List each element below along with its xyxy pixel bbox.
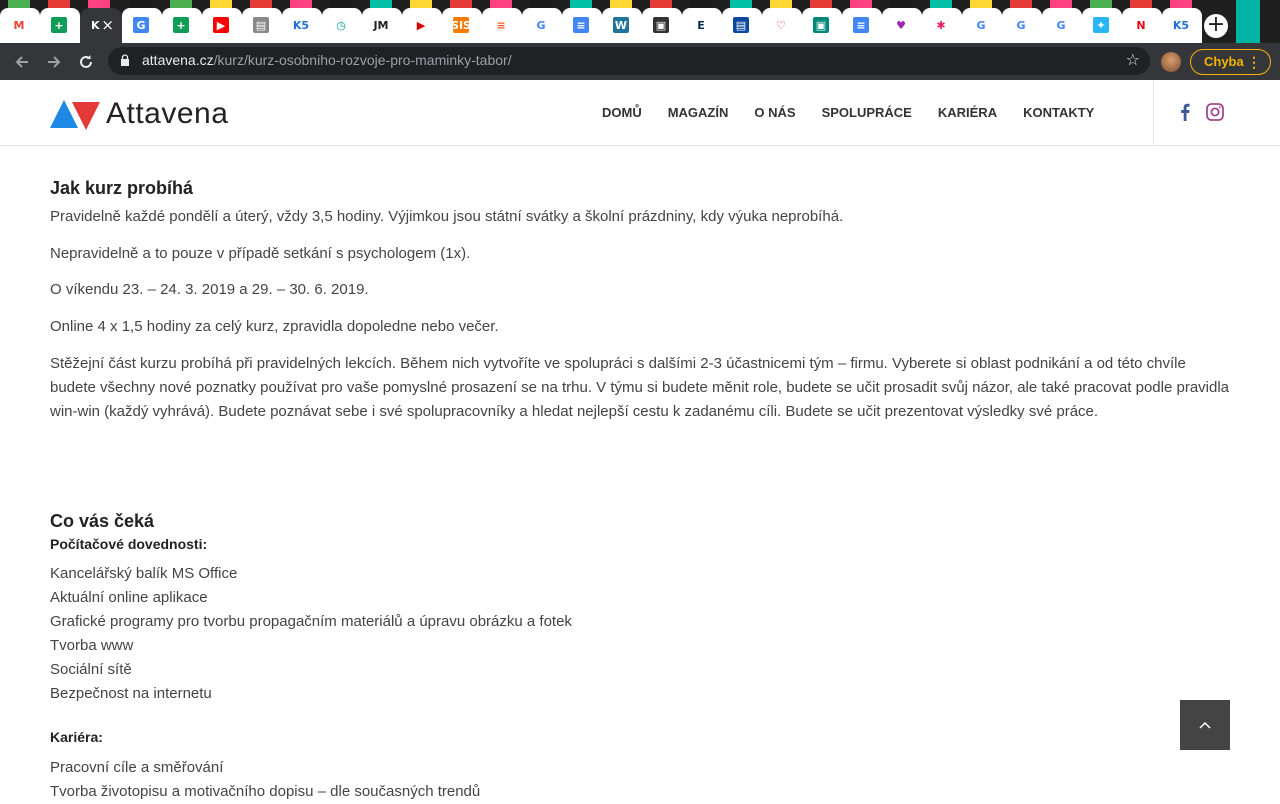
browser-tab[interactable] [762, 0, 802, 43]
schedule-line: Nepravidelně a to pouze v případě setkání s psychologem (1x). [50, 245, 471, 262]
profile-avatar[interactable] [1161, 52, 1181, 72]
tab-stripe [890, 0, 912, 8]
tab-favicon-icon: G [1013, 17, 1029, 33]
tab-favicon-icon: G [973, 17, 989, 33]
menu-item-kontakty[interactable]: KONTAKTY [1023, 105, 1095, 120]
tab-favicon-icon: G [1053, 17, 1069, 33]
menu-item-o-nas[interactable]: O NÁS [754, 105, 796, 120]
subheading-career: Kariéra: [50, 729, 103, 745]
tab-favicon-icon: K5 [292, 18, 310, 32]
tab-favicon-icon: K [91, 18, 100, 32]
menu-item-magazin[interactable]: MAGAZÍN [667, 105, 729, 120]
main-menu [589, 80, 1107, 145]
tab-favicon-icon: ▶ [413, 17, 429, 33]
tab-stripe [570, 0, 592, 8]
tab-favicon-icon: ♡ [773, 17, 789, 33]
list-item: Sociální sítě [50, 661, 132, 678]
tab-favicon-icon: JM [373, 18, 389, 32]
tab-favicon-icon: E [693, 17, 709, 33]
browser-tab[interactable] [202, 0, 242, 43]
browser-tab[interactable] [682, 0, 722, 43]
url-path: /kurz/kurz-osobniho-rozvoje-pro-maminky-tabor/ [213, 52, 512, 68]
error-button[interactable] [1190, 49, 1271, 75]
browser-tab[interactable] [1162, 0, 1202, 43]
scroll-to-top-button[interactable] [1180, 700, 1230, 750]
tab-stripe [770, 0, 792, 8]
tab-active[interactable] [80, 0, 122, 43]
tab-stripe [1170, 0, 1192, 8]
schedule-line: Pravidelně každé pondělí a úterý, vždy 3,5 hodiny. Výjimkou jsou státní svátky a školní prázdniny, kdy výuka neprobíhá. [50, 208, 844, 225]
tab-favicon-icon: ♥ [893, 17, 909, 33]
menu-item-kariera[interactable]: KARIÉRA [937, 105, 998, 120]
site-logo[interactable] [50, 98, 228, 130]
browser-tab[interactable] [922, 0, 962, 43]
browser-tab[interactable] [842, 0, 882, 43]
section-title-jak-kurz: Jak kurz probíhá [50, 178, 194, 198]
browser-tab[interactable] [522, 0, 562, 43]
tab-stripe [1130, 0, 1152, 8]
instagram-link[interactable] [1205, 102, 1225, 122]
tab-stripe [250, 0, 272, 8]
browser-toolbar [0, 43, 1280, 80]
url-text [142, 52, 512, 68]
tab-favicon-icon: ◷ [333, 17, 349, 33]
tab-favicon-icon: ≡ [493, 17, 509, 33]
browser-tab[interactable] [322, 0, 362, 43]
tab-favicon-icon: N [1133, 17, 1149, 33]
header-divider [1153, 80, 1154, 145]
instagram-icon [1206, 103, 1224, 121]
section-title-co-vas-ceka: Co vás čeká [50, 511, 155, 531]
browser-tab[interactable] [882, 0, 922, 43]
browser-tab[interactable] [362, 0, 402, 43]
tab-stripe [88, 0, 110, 8]
browser-tab[interactable] [802, 0, 842, 43]
tab-stripe [450, 0, 472, 8]
tab-stripe [650, 0, 672, 8]
tab-favicon-icon: W [614, 18, 628, 32]
chevron-up-icon [1199, 721, 1211, 729]
browser-tab[interactable] [1082, 0, 1122, 43]
browser-tab[interactable] [1122, 0, 1162, 43]
browser-tab[interactable] [642, 0, 682, 43]
subheading-computer-skills: Počítačové dovednosti: [50, 536, 208, 552]
browser-tab[interactable] [722, 0, 762, 43]
tab-favicon-icon: ≡ [853, 17, 869, 33]
tab-stripe [370, 0, 392, 8]
facebook-link[interactable] [1175, 102, 1195, 122]
tab-stripe [170, 0, 192, 8]
tab-stripe [290, 0, 312, 8]
list-item: Tvorba www [50, 637, 134, 654]
tab-favicon-icon: + [51, 17, 67, 33]
browser-tab-strip [0, 0, 1280, 43]
browser-tab[interactable] [562, 0, 602, 43]
tab-favicon-icon: ✱ [933, 17, 949, 33]
tab-favicon-icon: G [133, 17, 149, 33]
tab-favicon-icon: ▤ [733, 17, 749, 33]
browser-tab[interactable] [402, 0, 442, 43]
tab-favicon-icon: ▣ [653, 17, 669, 33]
bookmark-star-icon[interactable]: ☆ [1125, 50, 1140, 69]
tab-favicon-icon: K5 [1172, 18, 1190, 32]
schedule-line: Online 4 x 1,5 hodiny za celý kurz, zpravidla dopoledne nebo večer. [50, 318, 499, 335]
tab-favicon-icon: SIS [451, 18, 471, 32]
tab-stripe [530, 0, 552, 8]
browser-tab[interactable] [162, 0, 202, 43]
list-item: Bezpečnost na internetu [50, 685, 212, 702]
facebook-icon [1180, 103, 1190, 121]
tab-stripe [8, 0, 30, 8]
logo-text: Attavena [106, 97, 229, 130]
course-description: Stěžejní část kurzu probíhá při pravidelných lekcích. Během nich vytvoříte ve spolupráci s dalšími 2-3 účastnicemi tým – firmu. Vyberete si oblast podnikání a od této chvíle budete všechny nové poznatky používat pro vaše pomyslné prosazení se na trhu. V týmu si budete měnit role, budete se učit prosadit svůj názor, ale také pracovat podle pravidla win-win (každý vyhrává). Budete poznávat sebe i své spolupracovníky a hledat nejlepší cestu k zadanému cíli. Budete se učit prezentovat výsledky své práce. [50, 355, 1230, 420]
tab-stripe [930, 0, 952, 8]
back-arrow-icon [14, 54, 30, 70]
browser-tab[interactable] [40, 0, 80, 43]
tab-favicon-icon: ≡ [573, 17, 589, 33]
menu-item-spoluprace[interactable]: SPOLUPRÁCE [821, 105, 912, 120]
error-label: Chyba [1204, 54, 1244, 69]
browser-tab[interactable] [602, 0, 642, 43]
tab-stripe [610, 0, 632, 8]
schedule-line: O víkendu 23. – 24. 3. 2019 a 29. – 30. 6. 2019. [50, 281, 369, 298]
tab-favicon-icon: ▣ [813, 17, 829, 33]
tab-stripe [690, 0, 712, 8]
tab-stripe [330, 0, 352, 8]
tab-stripe [130, 0, 152, 8]
browser-tab[interactable] [122, 0, 162, 43]
address-bar[interactable] [108, 47, 1150, 75]
list-item: Kancelářský balík MS Office [50, 565, 238, 582]
tab-stripe [730, 0, 752, 8]
url-host: attavena.cz [142, 52, 214, 68]
list-item: Pracovní cíle a směřování [50, 759, 224, 776]
site-header [0, 80, 1280, 146]
forward-button[interactable] [42, 50, 66, 74]
browser-tab[interactable] [442, 0, 482, 43]
tab-stripe [210, 0, 232, 8]
forward-arrow-icon [46, 54, 62, 70]
tab-stripe [970, 0, 992, 8]
browser-tab[interactable] [242, 0, 282, 43]
new-tab-button[interactable]: + [1204, 14, 1228, 38]
tab-stripe [410, 0, 432, 8]
tab-favicon-icon: ▤ [253, 17, 269, 33]
reload-icon [78, 54, 94, 70]
reload-button[interactable] [74, 50, 98, 74]
browser-tab[interactable] [962, 0, 1002, 43]
tab-stripe [1050, 0, 1072, 8]
browser-tab[interactable] [0, 0, 40, 43]
list-item: Grafické programy pro tvorbu propagačním materiálů a úpravu obrázku a fotek [50, 613, 572, 630]
tab-stripe [810, 0, 832, 8]
tab-stripe [1090, 0, 1112, 8]
list-item: Aktuální online aplikace [50, 589, 208, 606]
menu-item-domu[interactable]: DOMŮ [602, 105, 642, 120]
tab-stripe [48, 0, 70, 8]
tab-stripe [490, 0, 512, 8]
browser-tab[interactable] [1042, 0, 1082, 43]
close-tab-icon[interactable]: × [101, 16, 114, 34]
list-item: Tvorba životopisu a motivačního dopisu – dle současných trendů [50, 783, 481, 800]
tab-favicon-icon: ▶ [213, 17, 229, 33]
tab-strip-end [1236, 0, 1260, 43]
tab-favicon-icon: G [533, 17, 549, 33]
tab-favicon-icon: + [173, 17, 189, 33]
tab-favicon-icon: M [11, 17, 27, 33]
lock-icon [120, 54, 130, 66]
tab-favicon-icon: ✦ [1093, 17, 1109, 33]
more-menu-icon: ⋮ [1247, 54, 1261, 70]
browser-tab[interactable] [482, 0, 522, 43]
browser-tab[interactable] [1002, 0, 1042, 43]
back-button[interactable] [10, 50, 34, 74]
browser-tab[interactable] [282, 0, 322, 43]
tab-stripe [1010, 0, 1032, 8]
logo-mark-icon [50, 98, 102, 130]
tab-stripe [850, 0, 872, 8]
